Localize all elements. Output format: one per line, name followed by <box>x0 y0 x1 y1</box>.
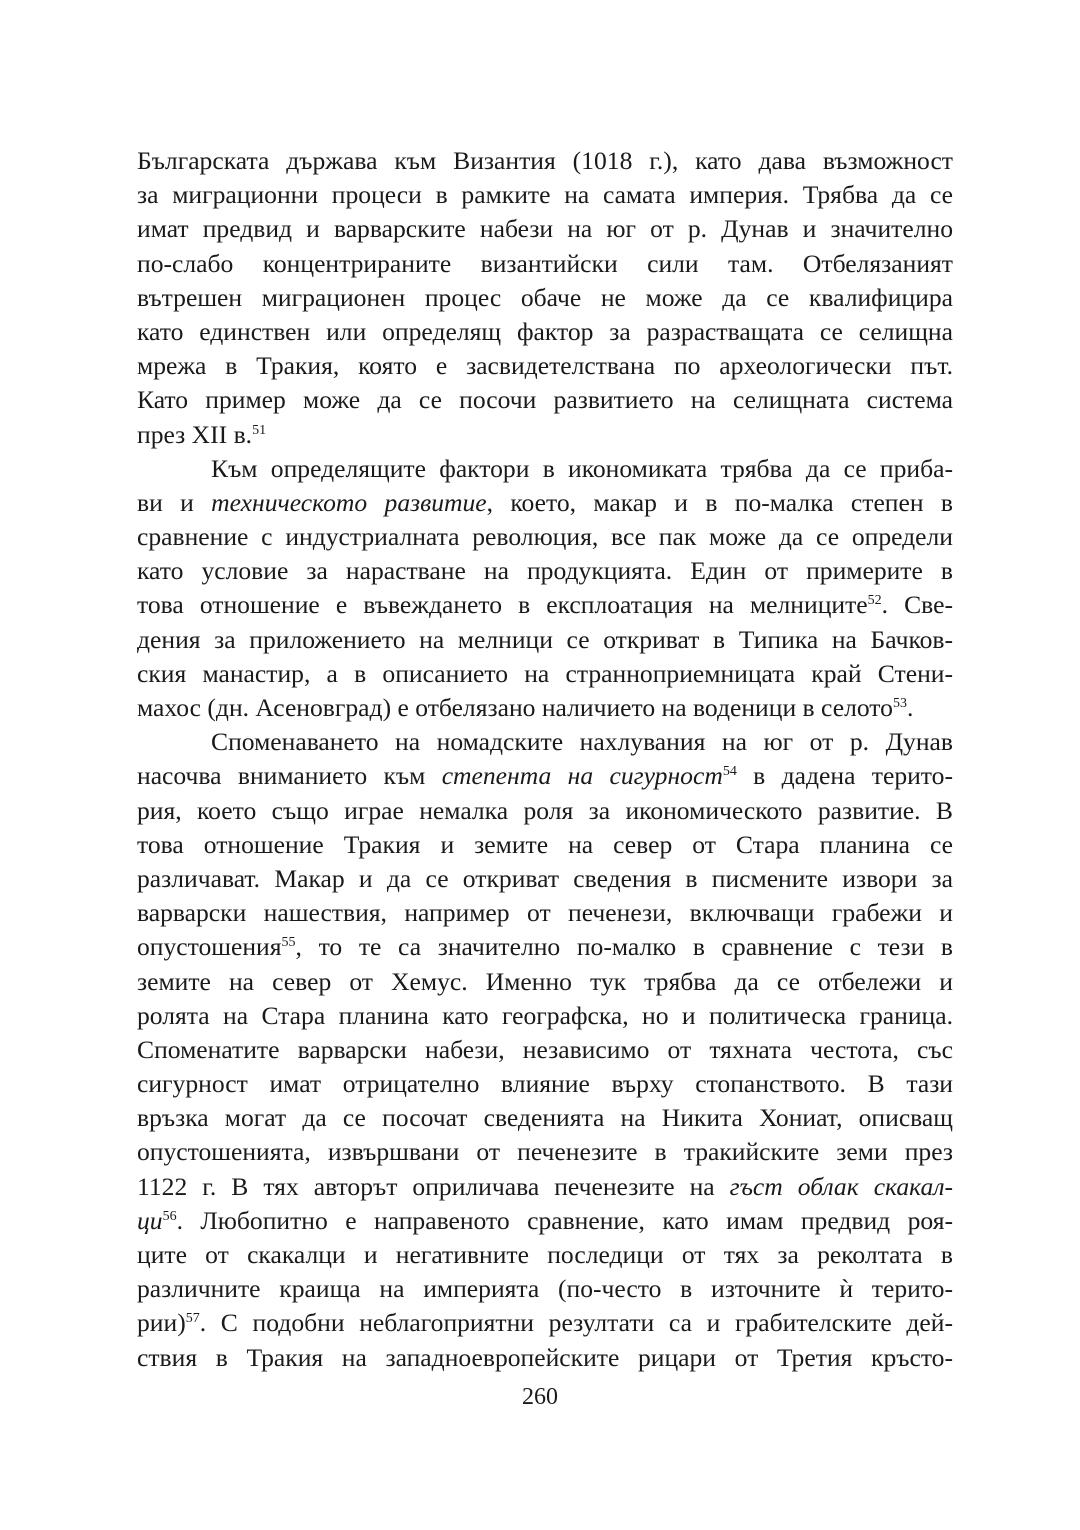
text-line <box>137 486 953 520</box>
text-line <box>137 1341 953 1375</box>
text-run: . Све- <box>881 590 954 620</box>
text-line <box>137 965 953 999</box>
italic-text: техническото развитие <box>211 487 487 517</box>
footnote-ref: 57 <box>185 1311 200 1327</box>
text-run: различните краища на империята (по-често в източните ѝ терито- <box>137 1274 953 1304</box>
text-run: като условие за нарастване на продукцията. Един от примерите в <box>137 556 953 586</box>
text-line <box>137 623 953 657</box>
text-run: Споменатите варварски набези, независимо от тяхната честота, със <box>137 1034 953 1064</box>
text-run: махос (дн. Асеновград) е отбелязано наличието на воденици в селото <box>137 693 893 722</box>
text-line <box>137 930 953 964</box>
text-run: дения за приложението на мелници се откриват в Типика на Бачков- <box>137 624 953 654</box>
text-line <box>137 1204 953 1238</box>
text-run: Към определящите фактори в икономиката трябва да се приба- <box>211 453 953 483</box>
text-run: ролята на Стара планина като географска, но и политическа граница. <box>137 1000 953 1030</box>
text-run: , то те са значително по-малко в сравнение с тези в <box>295 932 953 962</box>
text-run: това отношение Тракия и земите на север от Стара планина се <box>137 829 953 859</box>
footnote-ref: 54 <box>722 764 737 780</box>
footnote-ref: 52 <box>867 593 882 609</box>
text-line <box>137 212 953 246</box>
text-run: сигурност имат отрицателно влияние върху стопанството. В тази <box>137 1069 953 1099</box>
text-run: ския манастир, а в описанието на страннoприемницата край Стени- <box>137 658 953 688</box>
text-line <box>137 554 953 588</box>
text-line <box>137 657 953 691</box>
footnote-ref: 51 <box>252 422 267 438</box>
text-run: насочва вниманието към <box>137 761 442 791</box>
text-run: имат предвид и варварските набези на юг от р. Дунав и значително <box>137 214 953 244</box>
text-run: . <box>906 693 914 722</box>
text-run: ците от скакалци и негативните последици от тях за реколтата в <box>137 1240 953 1269</box>
text-run: това отношение е въвеждането в експлоатация на мелниците <box>137 590 868 620</box>
text-line <box>137 315 953 349</box>
text-line <box>137 349 953 383</box>
footnote-ref: 55 <box>281 935 296 951</box>
text-run: . Любопитно е направеното сравнение, като имам предвид роя- <box>176 1205 953 1235</box>
text-line <box>137 1067 953 1101</box>
text-run: сравнение с индустриалната революция, все пак може да се определи <box>137 522 953 552</box>
text-line <box>137 247 953 281</box>
text-line <box>137 1306 953 1340</box>
text-run: мрежа в Тракия, която е засвидетелствана по археологически път. <box>137 351 953 381</box>
text-line <box>137 383 953 417</box>
text-run: през XII в. <box>137 419 253 449</box>
text-line <box>137 794 953 828</box>
text-run: , което, макар и в по-малка степен в <box>486 487 953 517</box>
text-line <box>137 418 953 452</box>
text-line <box>137 691 953 725</box>
footnote-ref: 53 <box>892 696 907 711</box>
text-line <box>137 1135 953 1169</box>
text-run: Споменаването на номадските нахлувания на юг от р. Дунав <box>211 727 953 757</box>
text-run: в дадена терито- <box>736 761 953 791</box>
text-run: по-слабо концентрираните византийски сили там. Отбелязаният <box>137 248 953 278</box>
italic-text: степента на сигурност <box>441 761 723 791</box>
page-number: 260 <box>522 1384 558 1410</box>
text-line <box>137 896 953 930</box>
text-line <box>137 725 953 759</box>
text-line <box>137 1033 953 1067</box>
text-run: като единствен или определящ фактор за разрастващата се селищна <box>137 316 953 346</box>
text-run: ствия в Тракия на западноевропейските рицари от Третия кръсто- <box>137 1342 953 1372</box>
text-line <box>137 281 953 315</box>
text-run: опустошенията, извършвани от печенезите в тракийските земи през <box>137 1137 953 1167</box>
text-run: връзка могат да се посочат сведенията на Никита Хониат, описващ <box>137 1103 953 1133</box>
text-line <box>137 1170 953 1204</box>
text-run: 1122 г. В тях авторът оприличава печенезите на <box>137 1171 730 1201</box>
text-run: Българската държава към Византия (1018 г.), като дава възможност <box>137 146 953 175</box>
text-line <box>137 862 953 896</box>
text-run: Като пример може да се посочи развитието на селищната система <box>137 385 953 415</box>
body-text <box>137 144 953 1375</box>
text-line <box>137 1101 953 1135</box>
text-run: . С подобни неблагоприятни резултати са и грабителските дей- <box>199 1308 953 1338</box>
text-run: рии) <box>137 1308 186 1338</box>
text-run: варварски нашествия, например от печенези, включващи грабежи и <box>137 898 953 928</box>
text-run: вътрешен миграционен процес обаче не може да се квалифицира <box>137 282 953 312</box>
text-line <box>137 178 953 212</box>
text-line <box>137 144 953 178</box>
text-run: различават. Макар и да се откриват сведения в писмените извори за <box>137 863 953 893</box>
text-run: земите на север от Хемус. Именно тук трябва да се отбележи и <box>137 966 953 996</box>
text-run: рия, което също играе немалка роля за икономическото развитие. В <box>137 795 953 825</box>
text-run: за миграционни процеси в рамките на самата империя. Трябва да се <box>137 180 953 210</box>
text-line <box>137 588 953 622</box>
text-run: опустошения <box>137 932 282 962</box>
text-line <box>137 759 953 793</box>
text-line <box>137 520 953 554</box>
text-line <box>137 452 953 486</box>
italic-text: гъст облак скакал- <box>729 1171 953 1201</box>
text-line <box>137 1238 953 1272</box>
italic-text: ци <box>137 1205 163 1235</box>
text-line <box>137 828 953 862</box>
footnote-ref: 56 <box>162 1208 177 1224</box>
text-run: ви и <box>137 487 212 517</box>
text-line <box>137 1272 953 1306</box>
text-line <box>137 999 953 1033</box>
